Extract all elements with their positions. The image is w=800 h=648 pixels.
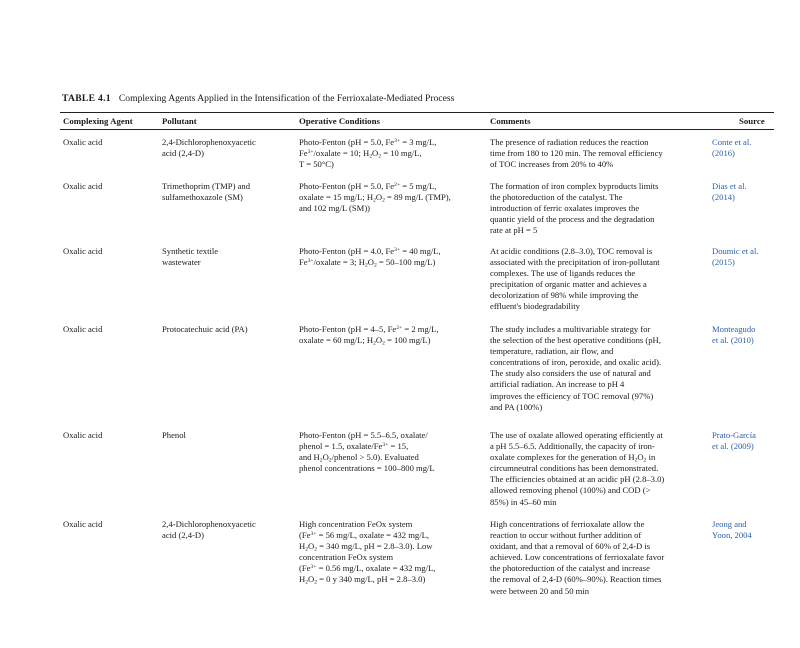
cell-comments-line: associated with the precipitation of iron-pollutant (490, 257, 660, 268)
cell-source-line: (2015) (712, 257, 735, 268)
cell-comments-line: rate at pH = 5 (490, 225, 538, 236)
cell-conditions-line: Photo-Fenton (pH = 5.5–6.5, oxalate/ (299, 430, 428, 440)
cell-comments-line: precipitation of organic matter and achieves a (490, 279, 647, 290)
cell-conditions-line: $H_2O_2 = 340$ mg/L, pH = 2.8–3.0). Low (299, 541, 433, 553)
cell-comments (490, 246, 660, 313)
cell-comments (490, 324, 661, 413)
cell-conditions (299, 181, 451, 214)
cell-conditions-line: Photo-Fenton (pH = 5.0, $Fe^{3+} = 3$ mg/L, (299, 137, 437, 147)
cell-comments-line: and PA (100%) (490, 401, 543, 412)
cell-comments-line: 85%) in 45–60 min (490, 496, 557, 507)
cell-source (712, 519, 752, 541)
cell-conditions (299, 430, 435, 474)
cell-conditions-line: and $H_2O_2$/phenol > 5.0). Evaluated (299, 452, 419, 464)
cell-source (712, 324, 755, 346)
cell-conditions-line: phenol concentrations = 100–800 mg/L (299, 463, 435, 474)
cell-conditions (299, 324, 439, 346)
cell-conditions-line: $H_2O_2 = 0$ y 340 mg/L, pH = 2.8–3.0) (299, 574, 426, 586)
header-pollutant: Pollutant (162, 116, 197, 126)
cell-conditions-line: phenol = 1.5, oxalate/$Fe^{3+} = 15$, (299, 441, 409, 452)
cell-agent-line: Oxalic acid (63, 430, 103, 440)
cell-conditions-line: T = 50°C) (299, 159, 334, 170)
cell-pollutant (162, 137, 256, 159)
header-complexing-agent: Complexing Agent (63, 116, 133, 126)
cell-agent (63, 137, 102, 148)
cell-comments-line: At acidic conditions (2.8–3.0), TOC removal is (490, 246, 653, 256)
cell-source-line: (2016) (712, 148, 735, 159)
cell-source-line: Jeong and (712, 519, 747, 529)
cell-pollutant-line: sulfamethoxazole (SM) (162, 192, 243, 203)
cell-pollutant-line: Synthetic textile (162, 246, 219, 256)
cell-agent-line: Oxalic acid (63, 181, 103, 191)
cell-comments-line: the removal of 2,4-D (60%–90%). Reaction times (490, 574, 662, 585)
cell-agent-line: Oxalic acid (63, 519, 103, 529)
cell-conditions (299, 137, 436, 170)
cell-conditions-line: oxalate = 60 mg/L; $H_2O_2 = 100$ mg/L) (299, 335, 431, 347)
cell-pollutant (162, 430, 186, 441)
cell-comments-line: concentrations of iron, peroxide, and oxalic acid). (490, 357, 662, 368)
cell-comments-line: The study includes a multivariable strategy for (490, 324, 651, 334)
cell-comments-line: quantic yield of the process and the degradation (490, 214, 655, 225)
cell-pollutant-line: acid (2,4-D) (162, 530, 204, 541)
cell-agent-line: Oxalic acid (63, 324, 103, 334)
cell-comments-line: The study also considers the use of natural and (490, 368, 651, 379)
cell-conditions-line: concentration FeOx system (299, 552, 394, 563)
cell-conditions (299, 519, 435, 586)
cell-pollutant-line: 2,4-Dichlorophenoxyacetic (162, 519, 256, 529)
cell-comments-line: temperature, radiation, air flow, and (490, 346, 614, 357)
cell-comments-line: achieved. Low concentrations of ferrioxalate favor (490, 552, 665, 563)
cell-comments-line: complexes. The use of ligands reduces the (490, 268, 636, 279)
cell-source (712, 137, 751, 159)
table-top-rule (60, 112, 774, 113)
cell-comments-line: decolorization of 98% while improving the (490, 290, 639, 301)
cell-comments (490, 181, 659, 236)
cell-comments-line: effluent's biodegradability (490, 301, 580, 312)
cell-comments-line: a pH 5.5–6.5. Additionally, the capacity of iron- (490, 441, 655, 452)
cell-conditions-line: ($Fe^{3+} = 56$ mg/L, oxalate = 432 mg/L, (299, 530, 429, 541)
cell-comments-line: circumneutral conditions has been demonstrated. (490, 463, 659, 474)
cell-comments-line: time from 180 to 120 min. The removal efficiency (490, 148, 663, 159)
cell-conditions-line: $Fe^{3+}$/oxalate = 10; $H_2O_2 = 10$ mg/L, (299, 148, 422, 160)
cell-agent-line: Oxalic acid (63, 246, 103, 256)
cell-source (712, 430, 756, 452)
cell-source-line: Prato-García (712, 430, 756, 440)
cell-comments-line: The presence of radiation reduces the reaction (490, 137, 649, 147)
cell-comments-line: oxidant, and that a removal of 60% of 2,4-D is (490, 541, 651, 552)
cell-pollutant-line: Trimethoprim (TMP) and (162, 181, 251, 191)
cell-conditions-line: Photo-Fenton (pH = 4.0, $Fe^{3+} = 40$ mg/L, (299, 246, 441, 256)
cell-comments-line: The efficiencies obtained at an acidic pH (2.8–3.0) (490, 474, 665, 485)
cell-comments-line: artificial radiation. An increase to pH 4 (490, 379, 625, 390)
cell-comments-line: were between 20 and 50 min (490, 585, 590, 596)
cell-conditions-line: High concentration FeOx system (299, 519, 413, 529)
cell-conditions-line: and 102 mg/L (SM)) (299, 203, 371, 214)
cell-agent (63, 430, 102, 441)
cell-agent (63, 324, 102, 335)
cell-comments-line: the photoreduction of the catalyst. The (490, 192, 623, 203)
cell-conditions-line: ($Fe^{3+} = 0.56$ mg/L, oxalate = 432 mg/L, (299, 563, 436, 574)
header-comments: Comments (490, 116, 531, 126)
cell-source-line: Doumic et al. (712, 246, 759, 256)
cell-pollutant (162, 246, 218, 268)
cell-comments-line: the photoreduction of the catalyst and increase (490, 563, 650, 574)
cell-agent-line: Oxalic acid (63, 137, 103, 147)
cell-pollutant-line: 2,4-Dichlorophenoxyacetic (162, 137, 256, 147)
cell-comments (490, 519, 664, 597)
cell-comments-line: introduction of ferric oxalates improves the (490, 203, 640, 214)
header-operative-conditions: Operative Conditions (299, 116, 380, 126)
table-caption (62, 93, 454, 104)
cell-pollutant (162, 519, 256, 541)
cell-comments-line: The use of oxalate allowed operating efficiently at (490, 430, 663, 440)
cell-comments-line: the selection of the best operative conditions (pH, (490, 335, 661, 346)
cell-source (712, 246, 759, 268)
cell-agent (63, 181, 102, 192)
cell-source-line: (2014) (712, 192, 735, 203)
cell-comments-line: improves the efficiency of TOC removal (97%) (490, 390, 654, 401)
cell-pollutant (162, 324, 248, 335)
cell-source-line: Conte et al. (712, 137, 752, 147)
table-header-rule (60, 129, 774, 130)
cell-source-line: et al. (2010) (712, 335, 754, 346)
cell-source-line: et al. (2009) (712, 441, 754, 452)
cell-comments-line: reaction to occur without further addition of (490, 530, 642, 541)
cell-comments-line: oxalate complexes for the generation of $H_2O_2$ in (490, 452, 656, 464)
table-number: TABLE 4.1 (62, 93, 111, 104)
cell-pollutant (162, 181, 250, 203)
cell-conditions-line: Photo-Fenton (pH = 4–5, $Fe^{2+} = 2$ mg/L, (299, 324, 439, 334)
cell-comments (490, 430, 664, 508)
cell-agent (63, 246, 102, 257)
cell-conditions-line: $Fe^{3+}$/oxalate = 3; $H_2O_2 = 50-100$ mg/L) (299, 257, 436, 269)
cell-conditions-line: oxalate = 15 mg/L; $H_2O_2 = 89$ mg/L (TMP), (299, 192, 451, 204)
header-source: Source (739, 116, 765, 126)
cell-conditions (299, 246, 441, 268)
cell-source-line: Yoon, 2004 (712, 530, 752, 541)
table-title: Complexing Agents Applied in the Intensification of the Ferrioxalate-Mediated Process (118, 93, 455, 104)
cell-pollutant-line: acid (2,4-D) (162, 148, 204, 159)
cell-comments-line: High concentrations of ferrioxalate allow the (490, 519, 645, 529)
cell-agent (63, 519, 102, 530)
cell-pollutant-line: Phenol (162, 430, 186, 440)
cell-source (712, 181, 747, 203)
cell-comments-line: allowed removing phenol (100%) and COD (> (490, 485, 651, 496)
cell-source-line: Monteagudo (712, 324, 756, 334)
cell-comments-line: The formation of iron complex byproducts limits (490, 181, 659, 191)
cell-conditions-line: Photo-Fenton (pH = 5.0, $Fe^{2+} = 5$ mg/L, (299, 181, 437, 191)
cell-pollutant-line: wastewater (162, 257, 201, 268)
cell-source-line: Dias et al. (712, 181, 747, 191)
cell-comments (490, 137, 663, 170)
cell-comments-line: of TOC increases from 20% to 40% (490, 159, 614, 170)
cell-pollutant-line: Protocatechuic acid (PA) (162, 324, 248, 334)
